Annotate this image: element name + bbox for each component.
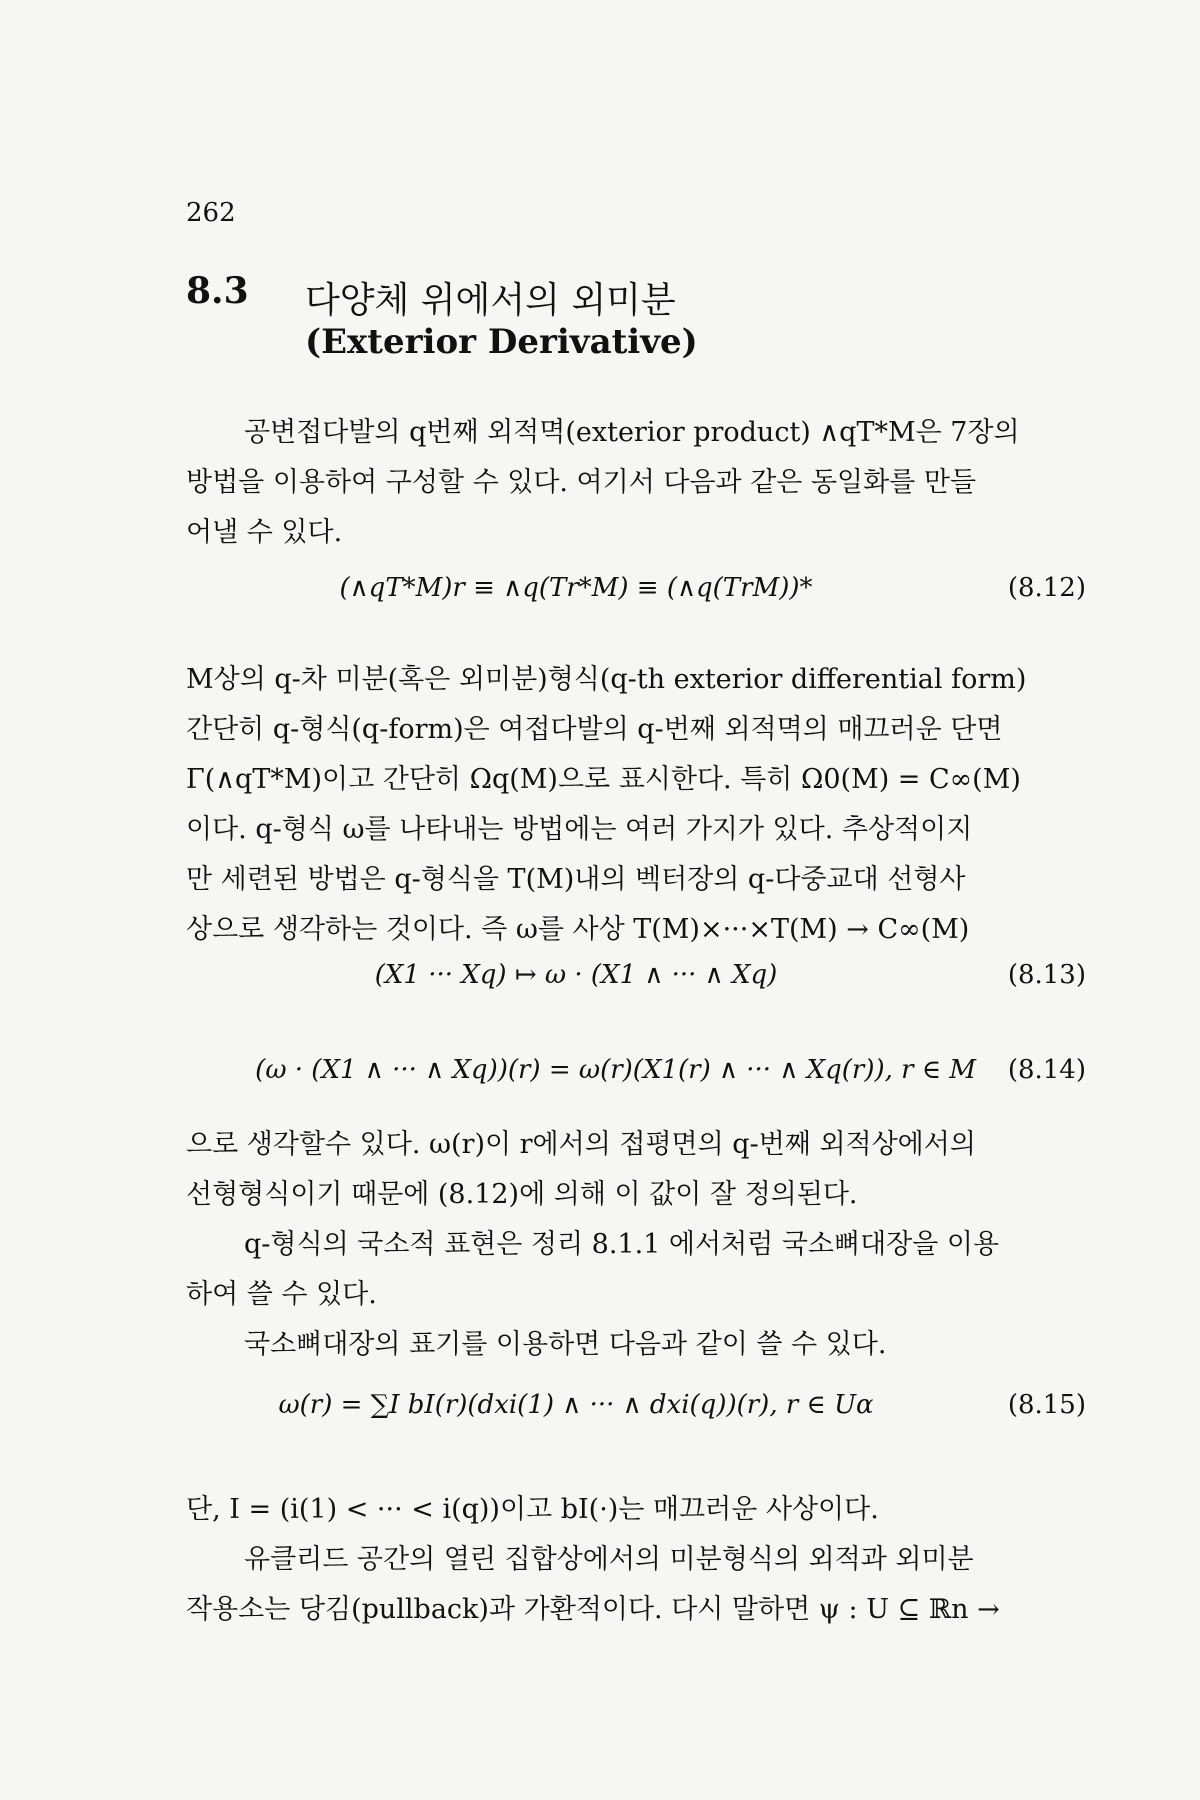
page-number: 262 (186, 198, 236, 228)
text-line: Γ(∧qT*M)이고 간단히 Ωq(M)으로 표시한다. 특히 Ω0(M) = C∞(M) (186, 764, 1021, 795)
paragraph-qform (186, 655, 1086, 955)
text-line: 공변접다발의 q번째 외적멱(exterior product) ∧qT*M은 7장의 (244, 417, 1020, 448)
text-line: 으로 생각할수 있다. ω(r)이 r에서의 접평면의 q-번째 외적상에서의 (186, 1129, 976, 1160)
text-line: 선형형식이기 때문에 (8.12)에 의해 이 값이 잘 정의된다. (186, 1179, 858, 1210)
text-line: 방법을 이용하여 구성할 수 있다. 여기서 다음과 같은 동일화를 만들 (186, 467, 977, 498)
paragraph-intro-cont (186, 458, 1086, 558)
text-line: 국소뼈대장의 표기를 이용하면 다음과 같이 쓸 수 있다. (244, 1329, 887, 1360)
text-line: 상으로 생각하는 것이다. 즉 ω를 사상 T(M)×···×T(M) → C∞(M) (186, 914, 970, 945)
equation-8-12 (186, 568, 1086, 608)
text-line: q-형식의 국소적 표현은 정리 8.1.1 에서처럼 국소뼈대장을 이용 (244, 1229, 1000, 1260)
equation-formula: ω(r) = ∑I bI(r)(dxi(1) ∧ ··· ∧ dxi(q))(r), r ∈ Uα (278, 1390, 874, 1420)
equation-number: (8.14) (1007, 1055, 1086, 1085)
section-number: 8.3 (186, 270, 249, 312)
text-line: 이다. q-형식 ω를 나타내는 방법에는 여러 가지가 있다. 추상적이지 (186, 814, 973, 845)
equation-8-13 (186, 955, 1086, 995)
text-line: 간단히 q-형식(q-form)은 여접다발의 q-번째 외적멱의 매끄러운 단면 (186, 714, 1003, 745)
text-line: M상의 q-차 미분(혹은 외미분)형식(q-th exterior differential form) (186, 664, 1027, 695)
text-line: 어낼 수 있다. (186, 517, 343, 548)
paragraph-remark (186, 1120, 1086, 1220)
equation-formula: (∧qT*M)r ≡ ∧q(Tr*M) ≡ (∧q(TrM))* (339, 573, 813, 603)
equation-formula: (ω · (X1 ∧ ··· ∧ Xq))(r) = ω(r)(X1(r) ∧ ··· ∧ Xq(r)), r ∈ M (255, 1055, 976, 1085)
paragraph-where (186, 1485, 1086, 1535)
equation-number: (8.12) (1007, 573, 1086, 603)
text-line: 만 세련된 방법은 q-형식을 T(M)내의 벡터장의 q-다중교대 선형사 (186, 864, 966, 895)
equation-number: (8.13) (1007, 960, 1086, 990)
section-title-english: (Exterior Derivative) (305, 322, 698, 362)
equation-8-14 (186, 1050, 1086, 1090)
equation-8-15 (186, 1385, 1086, 1425)
section-title-korean: 다양체 위에서의 외미분 (305, 280, 676, 321)
equation-formula: (X1 ··· Xq) ↦ ω · (X1 ∧ ··· ∧ Xq) (374, 960, 778, 990)
paragraph-local-cont (186, 1270, 1086, 1320)
paragraph-local (186, 1220, 1144, 1270)
equation-number: (8.15) (1007, 1390, 1086, 1420)
paragraph-frame (186, 1320, 1144, 1370)
text-line: 하여 쓸 수 있다. (186, 1279, 377, 1310)
paragraph-pullback-cont (186, 1585, 1086, 1635)
text-line: 유클리드 공간의 열린 집합상에서의 미분형식의 외적과 외미분 (244, 1544, 974, 1575)
text-line: 단, I = (i(1) < ··· < i(q))이고 bI(·)는 매끄러운 사상이다. (186, 1494, 879, 1525)
paragraph-pullback (186, 1535, 1144, 1585)
text-line: 작용소는 당김(pullback)과 가환적이다. 다시 말하면 ψ : U ⊆ ℝn → (186, 1594, 1000, 1625)
paragraph-intro (186, 408, 1144, 458)
